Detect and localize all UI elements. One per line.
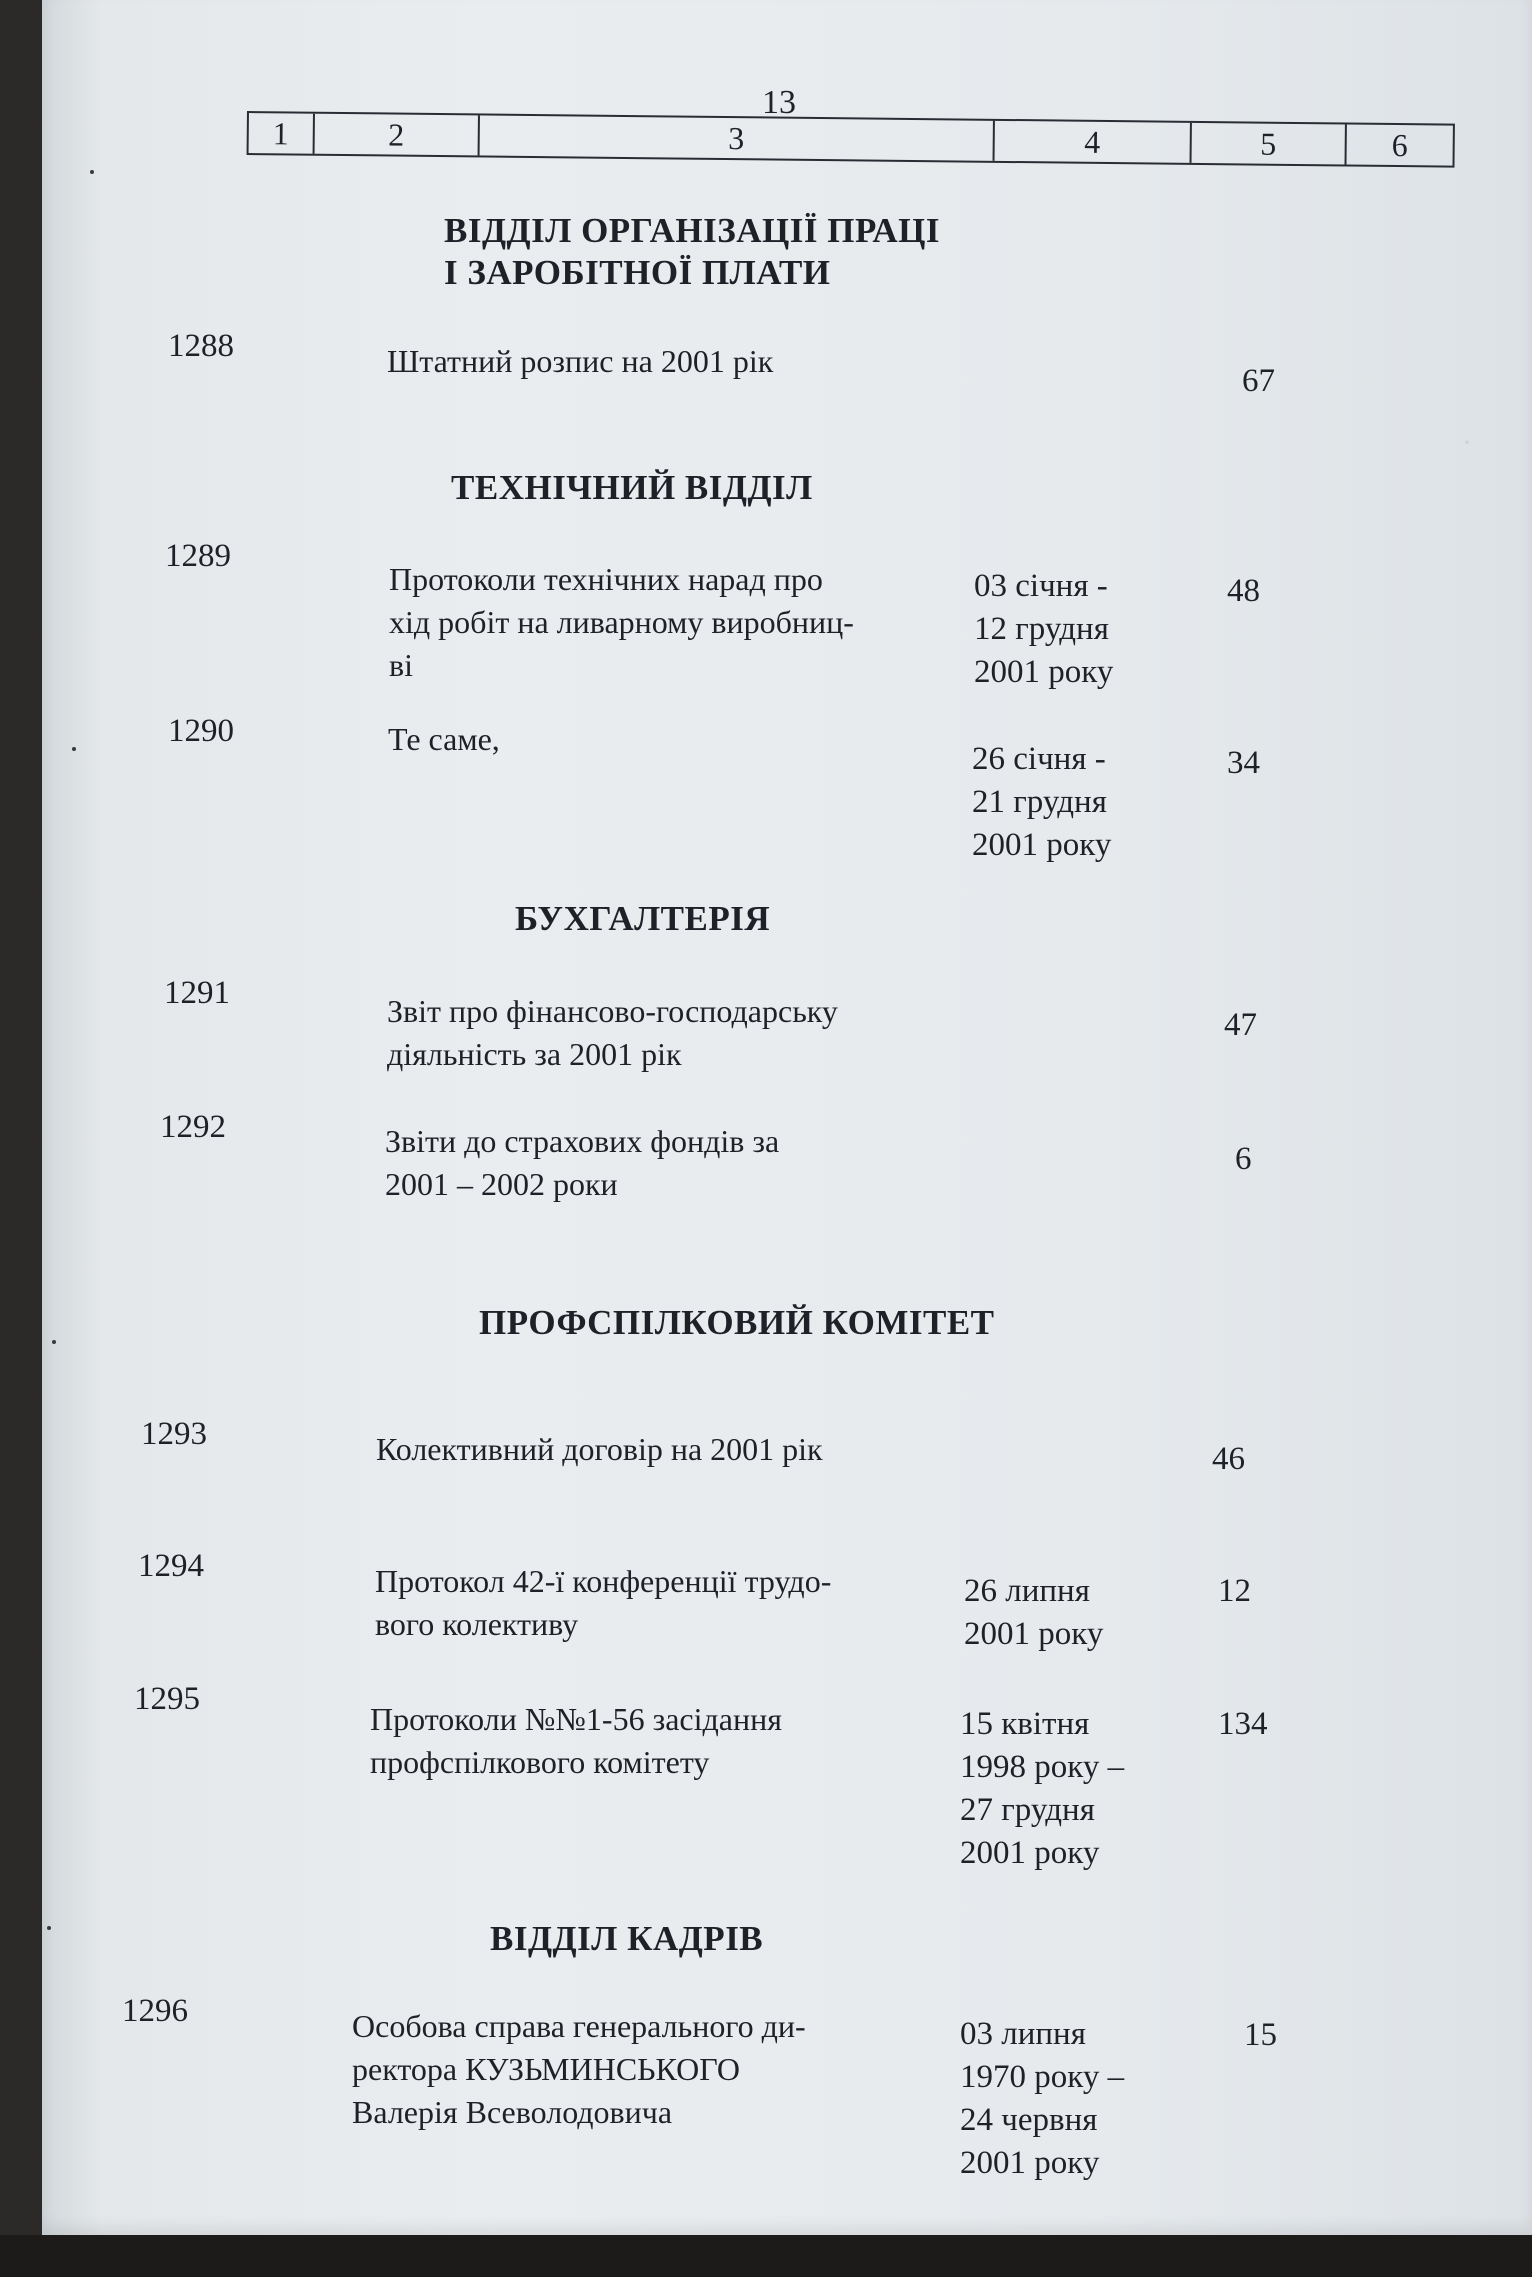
entry-description xyxy=(352,2005,806,2134)
description-line: Звіт про фінансово-господарську xyxy=(387,993,838,1029)
description-line: Колективний договір на 2001 рік xyxy=(376,1431,823,1467)
column-header-table xyxy=(247,111,1455,168)
entry-number: 1294 xyxy=(138,1548,204,1584)
description-line: діяльність за 2001 рік xyxy=(387,1036,682,1072)
entry-sheets: 12 xyxy=(1218,1573,1251,1609)
description-line: Особова справа генерального ди- xyxy=(352,2008,806,2044)
description-line: Те саме, xyxy=(388,721,500,757)
entry-sheets: 48 xyxy=(1227,573,1260,609)
date-line: 2001 року xyxy=(960,1835,1100,1871)
section-title-line: І ЗАРОБІТНОЇ ПЛАТИ xyxy=(444,253,831,292)
margin-mark xyxy=(72,747,76,751)
entry-description xyxy=(370,1698,782,1784)
entry-date xyxy=(974,565,1113,694)
description-line: Валерія Всеволодовича xyxy=(352,2094,673,2130)
margin-mark xyxy=(52,1340,56,1344)
date-line: 24 червня xyxy=(960,2102,1098,2138)
section-title-line: ВІДДІЛ КАДРІВ xyxy=(490,1919,764,1958)
description-line: хід робіт на ливарному виробниц- xyxy=(389,604,854,640)
entry-sheets: 67 xyxy=(1242,363,1275,399)
section-title-line: ВІДДІЛ ОРГАНІЗАЦІЇ ПРАЦІ xyxy=(444,211,940,250)
date-line: 21 грудня xyxy=(972,784,1107,820)
entry-sheets: 6 xyxy=(1235,1141,1252,1177)
show-through-text: · xyxy=(1462,426,1472,459)
date-line: 2001 року xyxy=(960,2145,1100,2181)
entry-description xyxy=(389,558,854,687)
entry-number: 1291 xyxy=(164,975,230,1011)
entry-number: 1288 xyxy=(168,328,234,364)
description-line: Протоколи технічних нарад про xyxy=(389,561,823,597)
date-line: 26 січня - xyxy=(972,741,1106,777)
description-line: Протоколи №№1-56 засідання xyxy=(370,1701,782,1737)
section-title-line: ТЕХНІЧНИЙ ВІДДІЛ xyxy=(451,468,813,507)
column-header-3: 3 xyxy=(480,115,995,160)
margin-mark xyxy=(90,170,94,174)
description-line: профспілкового комітету xyxy=(370,1744,710,1780)
entry-sheets: 134 xyxy=(1218,1706,1268,1742)
column-header-4: 4 xyxy=(995,121,1192,163)
entry-sheets: 46 xyxy=(1212,1441,1245,1477)
date-line: 03 січня - xyxy=(974,568,1108,604)
margin-mark xyxy=(47,1926,51,1930)
section-title xyxy=(479,1302,995,1344)
date-line: 2001 року xyxy=(972,827,1112,863)
date-line: 03 липня xyxy=(960,2016,1086,2052)
date-line: 26 липня xyxy=(964,1573,1090,1609)
entry-description xyxy=(388,718,500,761)
entry-description xyxy=(387,340,773,383)
description-line: Штатний розпис на 2001 рік xyxy=(387,343,774,379)
entry-description xyxy=(385,1120,779,1206)
section-title xyxy=(451,467,813,509)
entry-date xyxy=(972,738,1111,867)
section-title-line: ПРОФСПІЛКОВИЙ КОМІТЕТ xyxy=(479,1303,995,1342)
entry-number: 1296 xyxy=(122,1993,188,2029)
column-header-6: 6 xyxy=(1391,126,1408,164)
section-title xyxy=(515,898,770,940)
description-line: ректора КУЗЬМИНСЬКОГО xyxy=(352,2051,741,2087)
entry-sheets: 34 xyxy=(1227,745,1260,781)
date-line: 2001 року xyxy=(964,1616,1104,1652)
description-line: Протокол 42-ї конференції трудо- xyxy=(375,1563,832,1599)
section-title-line: БУХГАЛТЕРІЯ xyxy=(515,899,771,938)
entry-description xyxy=(387,990,838,1076)
entry-date xyxy=(960,1703,1124,1875)
date-line: 15 квітня xyxy=(960,1706,1090,1742)
scanner-background xyxy=(0,2235,1532,2277)
entry-number: 1289 xyxy=(165,538,231,574)
description-line: Звіти до страхових фондів за xyxy=(385,1123,780,1159)
column-header-5: 5 xyxy=(1192,123,1347,165)
entry-sheets: 15 xyxy=(1244,2017,1277,2053)
entry-description xyxy=(376,1428,823,1471)
page-number: 13 xyxy=(762,84,796,121)
date-line: 12 грудня xyxy=(974,611,1109,647)
document-page xyxy=(42,0,1532,2235)
date-line: 27 грудня xyxy=(960,1792,1095,1828)
entry-sheets: 47 xyxy=(1224,1007,1257,1043)
entry-date xyxy=(960,2013,1124,2185)
description-line: ві xyxy=(389,647,413,683)
date-line: 1970 року – xyxy=(960,2059,1125,2095)
entry-number: 1295 xyxy=(134,1681,200,1717)
entry-number: 1290 xyxy=(168,713,234,749)
entry-number: 1292 xyxy=(160,1109,226,1145)
section-title xyxy=(490,1918,763,1960)
column-header-1: 1 xyxy=(249,113,315,154)
entry-description xyxy=(375,1560,831,1646)
description-line: 2001 – 2002 роки xyxy=(385,1166,618,1202)
entry-date xyxy=(964,1570,1103,1656)
column-header-2: 2 xyxy=(315,114,480,156)
entry-number: 1293 xyxy=(141,1416,207,1452)
date-line: 2001 року xyxy=(974,654,1114,690)
section-title xyxy=(444,210,940,294)
description-line: вого колективу xyxy=(375,1606,579,1642)
date-line: 1998 року – xyxy=(960,1749,1125,1785)
